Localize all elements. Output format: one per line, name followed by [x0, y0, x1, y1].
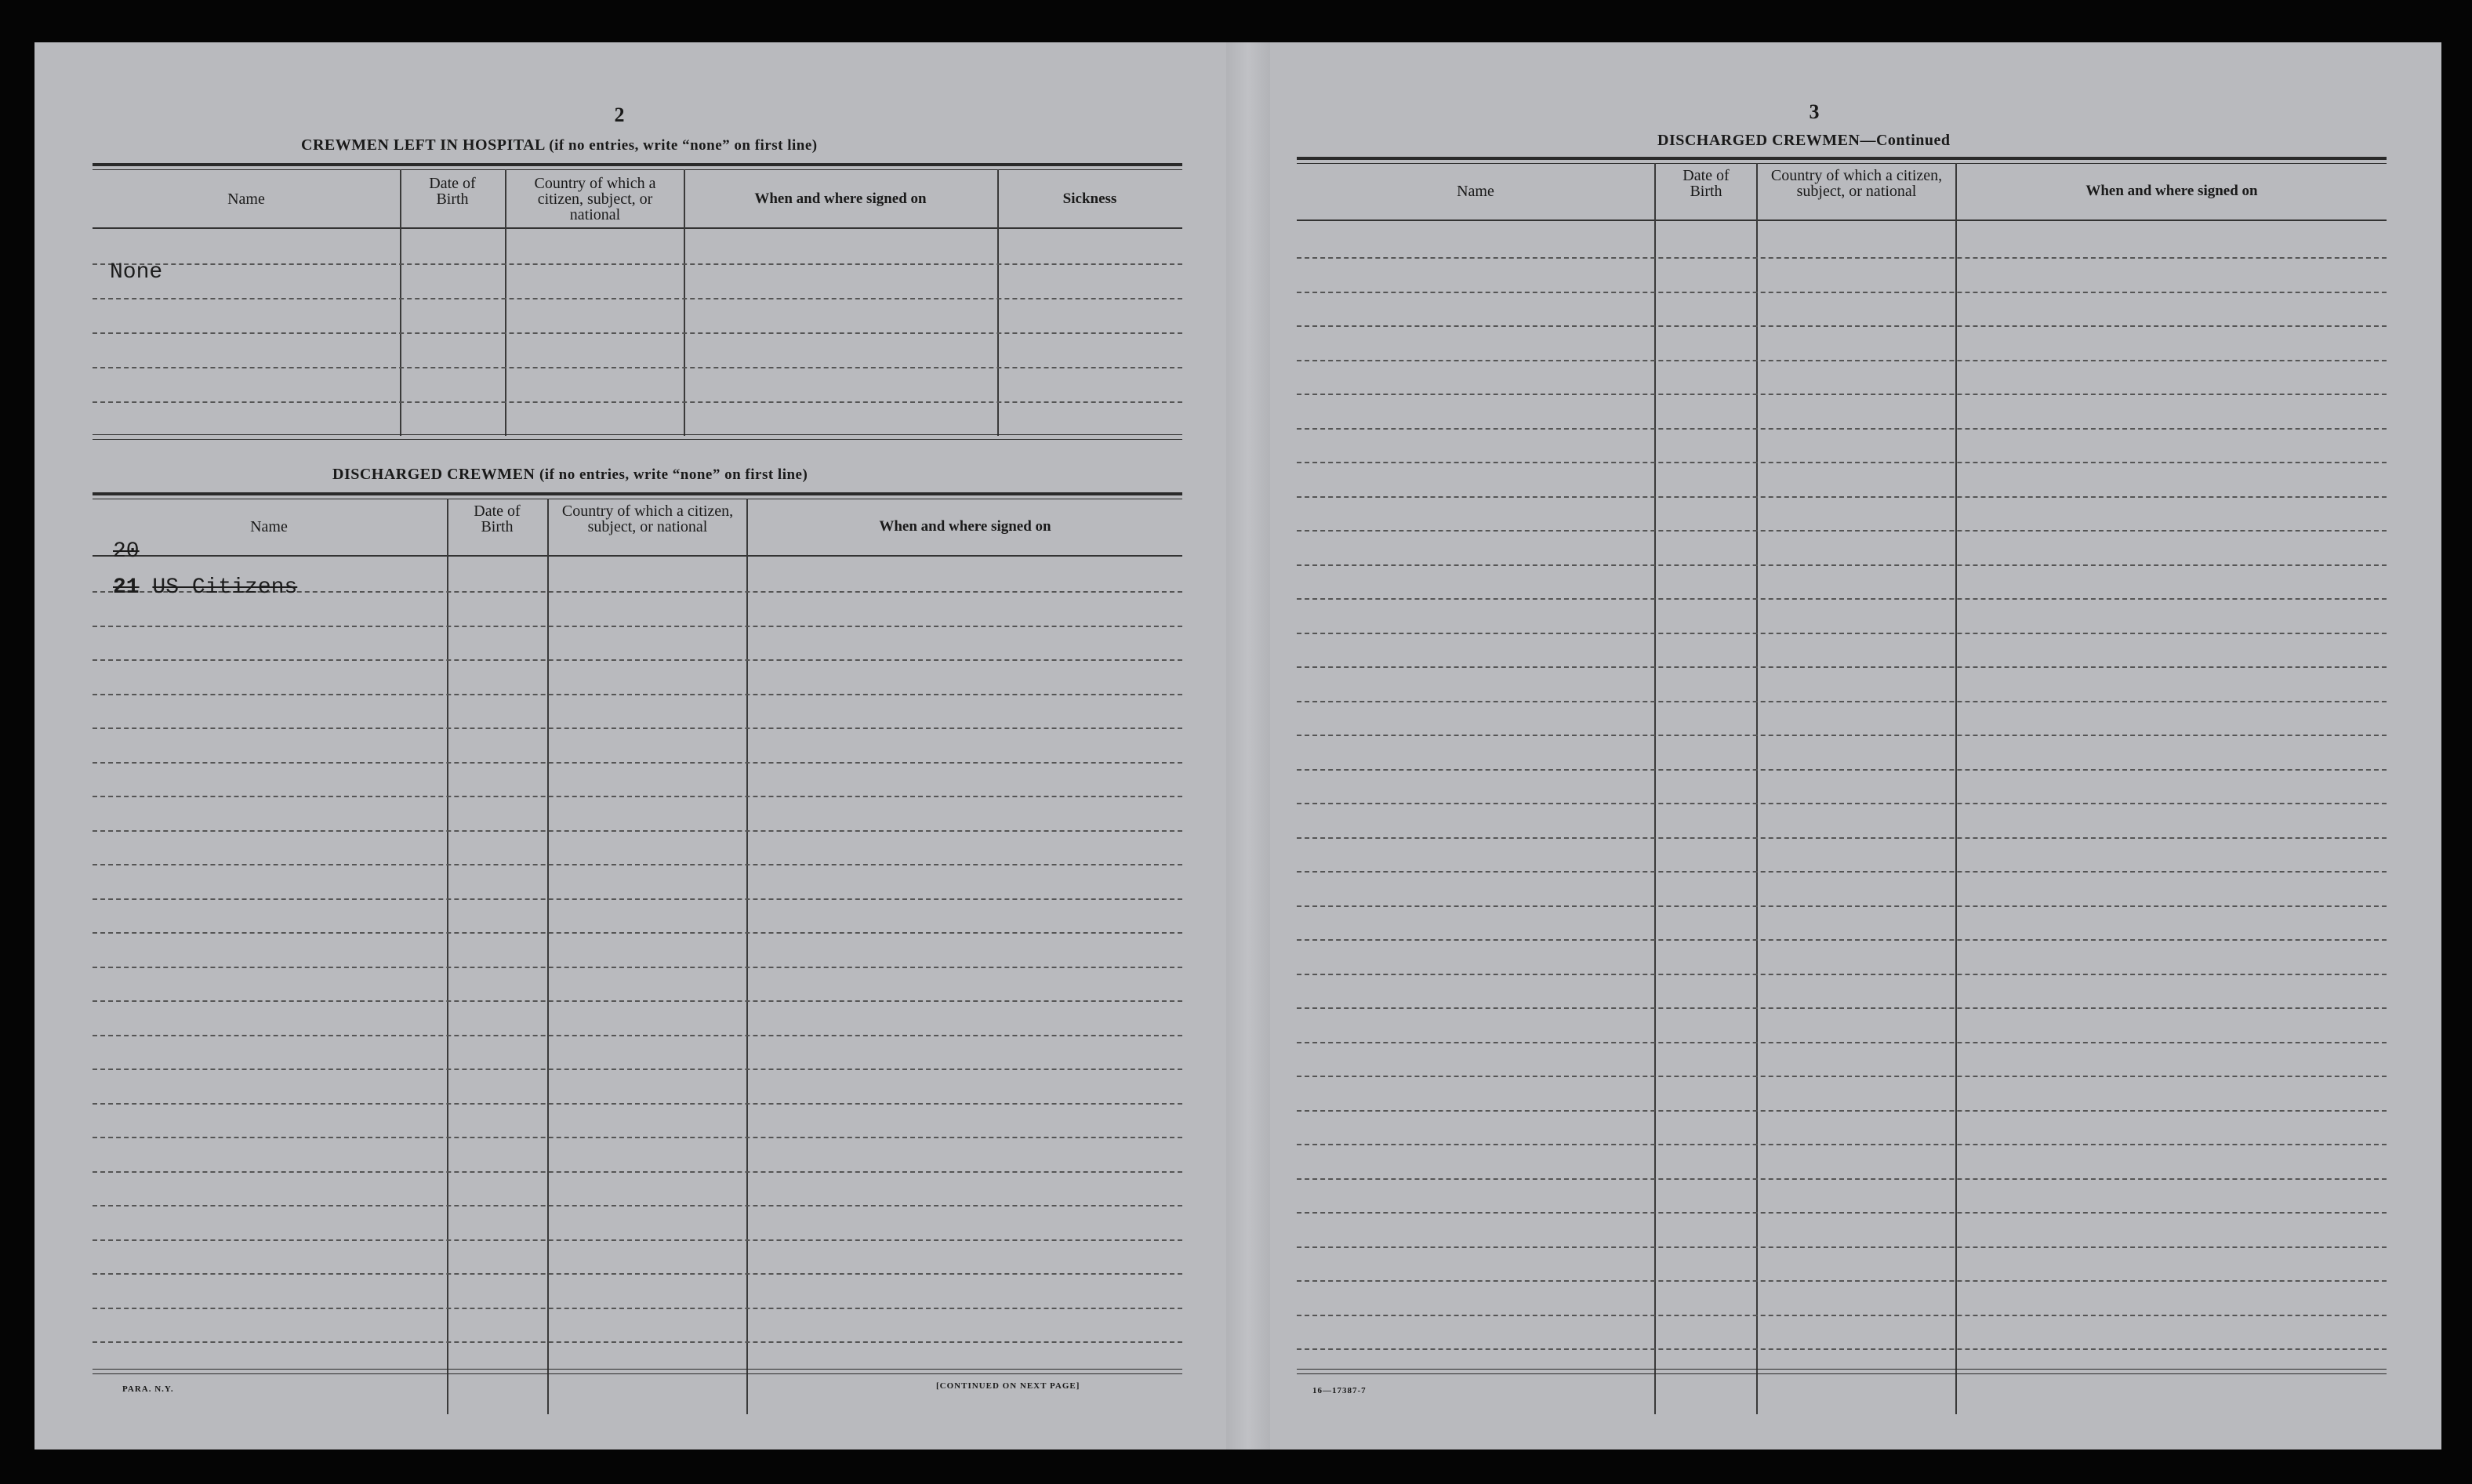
col-country — [549, 503, 746, 535]
entry-line — [93, 967, 1182, 968]
entry-line — [1297, 1076, 2387, 1077]
col-divider — [447, 499, 448, 1414]
entry-line — [1297, 1246, 2387, 1248]
entry-line — [93, 796, 1182, 797]
entry-line — [1297, 803, 2387, 804]
col-name: Name — [250, 518, 288, 535]
header-rule — [93, 227, 1182, 229]
entry-line — [93, 1308, 1182, 1309]
table-top-rule-thin — [93, 169, 1182, 170]
entry-line — [93, 1103, 1182, 1105]
entry-line — [1297, 1280, 2387, 1282]
col-date-of-birth — [447, 503, 547, 535]
table-bottom-rule — [1297, 1369, 2387, 1370]
entry-line — [93, 1171, 1182, 1173]
footer-continued: [CONTINUED ON NEXT PAGE] — [936, 1381, 1080, 1391]
entry-line — [1297, 769, 2387, 771]
col-divider — [684, 169, 685, 436]
col-divider — [1756, 163, 1758, 1414]
table-top-rule — [1297, 157, 2387, 160]
entry-line — [1297, 871, 2387, 873]
col-country-text: Country of which a citizen, subject, or national — [1770, 167, 1943, 200]
col-country — [506, 176, 684, 223]
entry-line — [1297, 701, 2387, 702]
col-date-of-birth-text: Date of Birth — [429, 175, 476, 208]
entry-line — [93, 298, 1182, 299]
col-country-text: Country of which a citizen, subject, or national — [534, 175, 656, 223]
entry-line — [93, 263, 1182, 265]
page-number-left: 2 — [614, 103, 625, 126]
col-divider — [505, 169, 506, 436]
discharged-title-note: (if no entries, write “none” on first line) — [539, 466, 808, 483]
col-date-of-birth-text: Date of Birth — [1682, 167, 1730, 200]
page-fold — [1226, 42, 1270, 1450]
header-rule — [1297, 220, 2387, 221]
entry-line — [1297, 1110, 2387, 1112]
entry-line — [93, 332, 1182, 334]
entry-line — [1297, 1007, 2387, 1009]
entry-line — [1297, 496, 2387, 498]
col-divider — [746, 499, 748, 1414]
entry-line — [1297, 394, 2387, 395]
entry-line — [93, 932, 1182, 934]
col-divider — [1654, 163, 1656, 1414]
entry-line — [1297, 1042, 2387, 1043]
right-section-title: DISCHARGED CREWMEN—Continued — [1657, 132, 1951, 149]
entry-line — [93, 864, 1182, 865]
entry-line — [93, 1069, 1182, 1070]
entry-line — [1297, 1144, 2387, 1145]
footer-printer: PARA. N.Y. — [122, 1384, 174, 1394]
col-divider — [400, 169, 401, 436]
col-when-where: When and where signed on — [2085, 183, 2258, 199]
entry-line — [1297, 564, 2387, 566]
discharged-entry — [113, 575, 297, 600]
discharged-entry-text: US Citizens — [152, 575, 298, 600]
col-date-of-birth — [400, 176, 505, 207]
entry-line — [93, 626, 1182, 627]
col-when-where: When and where signed on — [754, 190, 927, 207]
table-top-rule-thin — [1297, 163, 2387, 164]
document-sheet — [34, 42, 2441, 1450]
discharged-title-text: DISCHARGED CREWMEN — [332, 466, 535, 483]
entry-line — [1297, 939, 2387, 941]
header-rule — [93, 555, 1182, 557]
entry-line — [1297, 428, 2387, 430]
entry-line — [1297, 905, 2387, 907]
entry-line — [1297, 1348, 2387, 1350]
entry-line — [1297, 462, 2387, 463]
table-bottom-rule — [93, 439, 1182, 440]
entry-line — [93, 367, 1182, 368]
table-bottom-rule — [1297, 1373, 2387, 1374]
entry-line — [93, 401, 1182, 403]
entry-line — [1297, 735, 2387, 736]
entry-line — [1297, 325, 2387, 327]
entry-line — [1297, 257, 2387, 259]
entry-line — [1297, 530, 2387, 532]
col-country — [1758, 168, 1955, 199]
struck-count: 20 — [113, 539, 140, 564]
entry-line — [1297, 1178, 2387, 1180]
entry-line — [93, 694, 1182, 695]
entry-line — [1297, 633, 2387, 634]
entry-line — [93, 1000, 1182, 1002]
table-top-rule — [93, 163, 1182, 166]
table-bottom-rule — [93, 1369, 1182, 1370]
entry-line — [1297, 974, 2387, 975]
col-country-text: Country of which a citizen, subject, or national — [561, 503, 734, 535]
entry-line — [93, 1205, 1182, 1206]
entry-line — [93, 1035, 1182, 1036]
col-date-of-birth-text: Date of Birth — [474, 503, 521, 535]
page-number-right: 3 — [1809, 100, 1820, 123]
entry-line — [1297, 666, 2387, 668]
col-divider — [547, 499, 549, 1414]
entry-line — [1297, 360, 2387, 361]
hospital-title-note: (if no entries, write “none” on first line) — [549, 137, 818, 154]
col-date-of-birth — [1656, 168, 1756, 199]
entry-line — [93, 830, 1182, 832]
table-bottom-rule — [93, 1373, 1182, 1374]
col-name: Name — [227, 190, 265, 208]
entry-line — [93, 727, 1182, 729]
entry-line — [93, 1239, 1182, 1241]
table-bottom-rule — [93, 434, 1182, 435]
entry-line — [1297, 837, 2387, 839]
entry-line — [1297, 598, 2387, 600]
entry-line — [93, 1137, 1182, 1138]
table-top-rule — [93, 492, 1182, 495]
footer-form-number: 16—17387-7 — [1312, 1386, 1367, 1395]
entry-line — [1297, 292, 2387, 293]
col-divider — [997, 169, 999, 436]
hospital-section-title — [301, 136, 818, 154]
discharged-section-title — [332, 466, 808, 484]
entry-line — [93, 659, 1182, 661]
col-sickness: Sickness — [1062, 190, 1117, 207]
col-divider — [1955, 163, 1957, 1414]
entry-line — [1297, 1315, 2387, 1316]
col-when-where: When and where signed on — [879, 518, 1051, 535]
hospital-entry-none: None — [110, 260, 163, 285]
struck-mark: 21 — [113, 575, 140, 600]
entry-line — [93, 1341, 1182, 1343]
col-name: Name — [1457, 183, 1494, 200]
entry-line — [1297, 1212, 2387, 1214]
hospital-title-text: CREWMEN LEFT IN HOSPITAL — [301, 136, 545, 154]
entry-line — [93, 1273, 1182, 1275]
entry-line — [93, 898, 1182, 900]
entry-line — [93, 762, 1182, 764]
